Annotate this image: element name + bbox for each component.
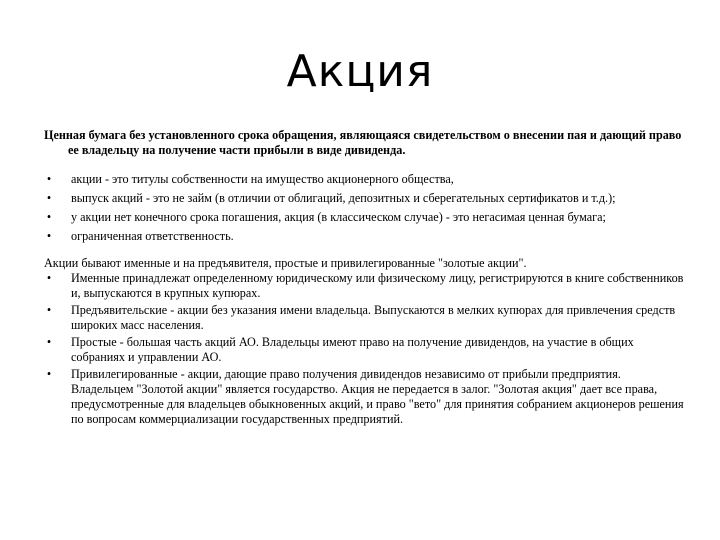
properties-list (44, 172, 684, 244)
bullet-icon: • (46, 229, 52, 243)
list-item-text: Именные принадлежат определенному юридическому или физическому лицу, регистрируются в книге собственников и, выпускаются в крупных купюрах. (71, 271, 684, 300)
bullet-icon: • (46, 191, 52, 205)
bullet-icon: • (46, 303, 52, 317)
slide-title: Акция (286, 46, 434, 97)
list-item (44, 210, 684, 225)
slide-body (44, 128, 684, 429)
list-item (44, 271, 684, 301)
list-item (44, 367, 684, 427)
list-item-text: у акции нет конечного срока погашения, акция (в классическом случае) - это негасимая ценная бумага; (71, 210, 606, 224)
list-item (44, 335, 684, 365)
list-item-text: выпуск акций - это не займ (в отличии от облигаций, депозитных и сберегательных сертификатов и т.д.); (71, 191, 616, 205)
list-item-text: Простые - большая часть акций АО. Владельцы имеют право на получение дивидендов, на участие в общих собраниях и управлении АО. (71, 335, 634, 364)
list-item-text: Привилегированные - акции, дающие право получения дивидендов независимо от прибыли предприятия. Владельцем "Золотой акции" является государство. Акция не передается в залог. "Золотая акция" дает все права, предусмотренные для владельцев обыкновенных акций, и право "вето" для принятия собранием акционеров решения по вопросам коммерциализации государственных предприятий. (71, 367, 684, 426)
bullet-icon: • (46, 172, 52, 186)
bullet-icon: • (46, 335, 52, 349)
list-item-text: акции - это титулы собственности на имущество акционерного общества, (71, 172, 454, 186)
types-intro-paragraph: Акции бывают именные и на предъявителя, простые и привилегированные "золотые акции". (44, 256, 527, 270)
list-item (44, 229, 684, 244)
list-item-text: ограниченная ответственность. (71, 229, 234, 243)
list-item (44, 303, 684, 333)
bullet-icon: • (46, 367, 52, 381)
list-item (44, 191, 684, 206)
bullet-icon: • (46, 271, 52, 285)
types-list (44, 271, 684, 427)
bullet-icon: • (46, 210, 52, 224)
list-item-text: Предъявительские - акции без указания имени владельца. Выпускаются в мелких купюрах для привлечения средств широких масс населения. (71, 303, 676, 332)
definition-paragraph: Ценная бумага без установленного срока обращения, являющаяся свидетельством о внесении пая и дающий право ее владельцу на получение части прибыли в виде дивиденда. (44, 128, 682, 157)
list-item (44, 172, 684, 187)
